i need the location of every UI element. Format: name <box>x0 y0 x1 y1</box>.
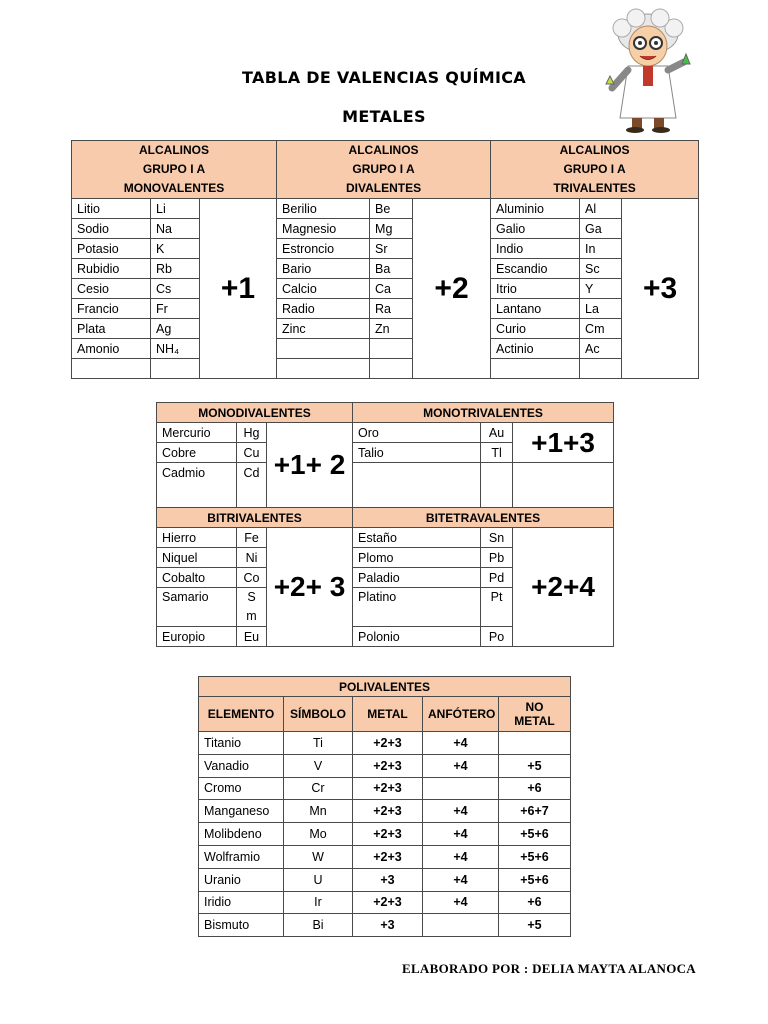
anfotero-valence: +4 <box>423 823 499 846</box>
element-name: Polonio <box>353 627 481 647</box>
alcalinos-table <box>71 140 699 379</box>
valence-value: +1+3 <box>513 423 614 463</box>
element-name: Sodio <box>72 219 151 239</box>
element-name: Europio <box>157 627 237 647</box>
no-metal-valence: +5 <box>499 754 571 777</box>
element-symbol: Ga <box>580 219 622 239</box>
page-title: TABLA DE VALENCIAS QUÍMICA <box>242 68 526 87</box>
metal-valence: +2+3 <box>353 891 423 914</box>
element-name: Lantano <box>491 299 580 319</box>
element-symbol: Al <box>580 199 622 219</box>
element-name: Cobalto <box>157 568 237 588</box>
header-line: GRUPO I A <box>352 162 415 176</box>
group-header <box>491 141 699 199</box>
metal-valence: +3 <box>353 914 423 937</box>
element-symbol: Cs <box>151 279 200 299</box>
table-row <box>199 891 571 914</box>
element-symbol: Mg <box>370 219 413 239</box>
header-line: GRUPO I A <box>563 162 626 176</box>
element-name: Amonio <box>72 339 151 359</box>
valence-value: +2+4 <box>513 528 614 647</box>
element-name: Talio <box>353 443 481 463</box>
table-row <box>199 823 571 846</box>
element-name: Cesio <box>72 279 151 299</box>
empty-cell <box>277 359 370 379</box>
table-row <box>199 732 571 755</box>
metal-valence: +2+3 <box>353 754 423 777</box>
element-symbol: Tl <box>481 443 513 463</box>
element-name: Actinio <box>491 339 580 359</box>
element-name: Wolframio <box>199 845 284 868</box>
metal-valence: +2+3 <box>353 777 423 800</box>
element-symbol: S m <box>237 588 267 627</box>
element-name: Zinc <box>277 319 370 339</box>
element-name: Bismuto <box>199 914 284 937</box>
group-header <box>277 141 491 199</box>
metal-valence: +2+3 <box>353 800 423 823</box>
valence-value: +3 <box>622 199 699 379</box>
empty-cell <box>72 359 151 379</box>
element-symbol: Zn <box>370 319 413 339</box>
element-symbol: U <box>284 868 353 891</box>
element-name: Cobre <box>157 443 237 463</box>
element-symbol: Mn <box>284 800 353 823</box>
element-name: Vanadio <box>199 754 284 777</box>
element-name: Indio <box>491 239 580 259</box>
metal-valence: +2+3 <box>353 732 423 755</box>
element-name: Galio <box>491 219 580 239</box>
element-symbol: Fe <box>237 528 267 548</box>
element-symbol: Na <box>151 219 200 239</box>
element-symbol: La <box>580 299 622 319</box>
empty-cell <box>481 463 513 508</box>
element-symbol: Hg <box>237 423 267 443</box>
section-header: MONODIVALENTES <box>157 403 353 423</box>
element-name: Niquel <box>157 548 237 568</box>
element-name: Cadmio <box>157 463 237 508</box>
element-name: Curio <box>491 319 580 339</box>
element-symbol: Cr <box>284 777 353 800</box>
header-line: TRIVALENTES <box>553 181 636 195</box>
table-row <box>199 868 571 891</box>
no-metal-valence: +5+6 <box>499 845 571 868</box>
metal-valence: +3 <box>353 868 423 891</box>
element-symbol: Ra <box>370 299 413 319</box>
element-name: Radio <box>277 299 370 319</box>
element-name: Titanio <box>199 732 284 755</box>
element-name: Uranio <box>199 868 284 891</box>
element-symbol: Sc <box>580 259 622 279</box>
anfotero-valence: +4 <box>423 754 499 777</box>
element-name: Plata <box>72 319 151 339</box>
table-row <box>199 777 571 800</box>
no-metal-valence <box>499 732 571 755</box>
table-row <box>199 754 571 777</box>
element-name: Calcio <box>277 279 370 299</box>
element-name: Potasio <box>72 239 151 259</box>
element-symbol: Bi <box>284 914 353 937</box>
no-metal-valence: +5+6 <box>499 868 571 891</box>
element-symbol: Be <box>370 199 413 219</box>
header-line: ALCALINOS <box>348 143 419 157</box>
column-header: SÍMBOLO <box>284 697 353 732</box>
element-symbol: Pt <box>481 588 513 627</box>
anfotero-valence: +4 <box>423 868 499 891</box>
element-name: Oro <box>353 423 481 443</box>
anfotero-valence: +4 <box>423 732 499 755</box>
author-credit: ELABORADO POR : DELIA MAYTA ALANOCA <box>401 961 696 976</box>
element-symbol: In <box>580 239 622 259</box>
scientist-cartoon-icon <box>598 6 698 134</box>
element-symbol: K <box>151 239 200 259</box>
header-line: ALCALINOS <box>559 143 630 157</box>
valence-value: +1+ 2 <box>267 423 353 508</box>
polivalentes-rows <box>199 732 571 937</box>
element-name: Paladio <box>353 568 481 588</box>
column-header: NO METAL <box>499 697 571 732</box>
element-symbol: W <box>284 845 353 868</box>
no-metal-valence: +5+6 <box>499 823 571 846</box>
anfotero-valence: +4 <box>423 891 499 914</box>
element-name: Plomo <box>353 548 481 568</box>
element-symbol: Pb <box>481 548 513 568</box>
column-header: ANFÓTERO <box>423 697 499 732</box>
table-title: POLIVALENTES <box>199 677 571 697</box>
header-line: DIVALENTES <box>345 181 422 195</box>
element-symbol: Mo <box>284 823 353 846</box>
valence-value: +2+ 3 <box>267 528 353 647</box>
element-symbol: Sr <box>370 239 413 259</box>
anfotero-valence: +4 <box>423 800 499 823</box>
empty-cell <box>580 359 622 379</box>
table-row <box>199 845 571 868</box>
element-symbol: Ag <box>151 319 200 339</box>
element-name: Manganeso <box>199 800 284 823</box>
element-name <box>277 339 370 359</box>
table-row <box>199 914 571 937</box>
section-header: BITETRAVALENTES <box>353 508 614 528</box>
anfotero-valence <box>423 914 499 937</box>
header-line: MONOVALENTES <box>123 181 225 195</box>
metal-valence: +2+3 <box>353 845 423 868</box>
element-name: Estroncio <box>277 239 370 259</box>
element-name: Platino <box>353 588 481 627</box>
no-metal-valence: +6 <box>499 777 571 800</box>
group-header <box>72 141 277 199</box>
empty-cell <box>513 463 614 508</box>
element-symbol: Ca <box>370 279 413 299</box>
element-symbol: Ti <box>284 732 353 755</box>
element-symbol: V <box>284 754 353 777</box>
element-name: Francio <box>72 299 151 319</box>
element-symbol: Pd <box>481 568 513 588</box>
element-symbol: Ba <box>370 259 413 279</box>
element-symbol: Ac <box>580 339 622 359</box>
element-symbol: NH₄ <box>151 339 200 359</box>
element-name: Estaño <box>353 528 481 548</box>
header-line: GRUPO I A <box>142 162 206 176</box>
no-metal-valence: +6 <box>499 891 571 914</box>
metal-valence: +2+3 <box>353 823 423 846</box>
element-symbol: Po <box>481 627 513 647</box>
header-line: ALCALINOS <box>139 143 210 157</box>
page-subtitle: METALES <box>342 107 426 126</box>
no-metal-valence: +5 <box>499 914 571 937</box>
element-symbol: Cm <box>580 319 622 339</box>
valence-value: +2 <box>413 199 491 379</box>
anfotero-valence <box>423 777 499 800</box>
element-name: Hierro <box>157 528 237 548</box>
column-header: ELEMENTO <box>199 697 284 732</box>
table-row <box>199 800 571 823</box>
empty-cell <box>151 359 200 379</box>
element-name: Litio <box>72 199 151 219</box>
element-symbol: Au <box>481 423 513 443</box>
element-name: Magnesio <box>277 219 370 239</box>
element-name: Escandio <box>491 259 580 279</box>
element-symbol <box>370 339 413 359</box>
element-symbol: Rb <box>151 259 200 279</box>
element-name: Cromo <box>199 777 284 800</box>
mixed-valence-table <box>156 402 614 647</box>
no-metal-valence: +6+7 <box>499 800 571 823</box>
element-name: Berilio <box>277 199 370 219</box>
element-symbol: Li <box>151 199 200 219</box>
valence-value: +1 <box>200 199 277 379</box>
element-name: Aluminio <box>491 199 580 219</box>
element-name: Itrio <box>491 279 580 299</box>
empty-cell <box>353 463 481 508</box>
element-symbol: Fr <box>151 299 200 319</box>
empty-cell <box>491 359 580 379</box>
element-name: Mercurio <box>157 423 237 443</box>
element-name: Samario <box>157 588 237 627</box>
empty-cell <box>370 359 413 379</box>
element-symbol: Eu <box>237 627 267 647</box>
anfotero-valence: +4 <box>423 845 499 868</box>
section-header: BITRIVALENTES <box>157 508 353 528</box>
section-header: MONOTRIVALENTES <box>353 403 614 423</box>
element-symbol: Ir <box>284 891 353 914</box>
element-name: Molibdeno <box>199 823 284 846</box>
element-symbol: Y <box>580 279 622 299</box>
polivalentes-table <box>198 676 571 937</box>
column-header: METAL <box>353 697 423 732</box>
element-name: Iridio <box>199 891 284 914</box>
element-symbol: Cu <box>237 443 267 463</box>
element-name: Bario <box>277 259 370 279</box>
element-symbol: Co <box>237 568 267 588</box>
element-symbol: Sn <box>481 528 513 548</box>
element-symbol: Cd <box>237 463 267 508</box>
element-symbol: Ni <box>237 548 267 568</box>
element-name: Rubidio <box>72 259 151 279</box>
